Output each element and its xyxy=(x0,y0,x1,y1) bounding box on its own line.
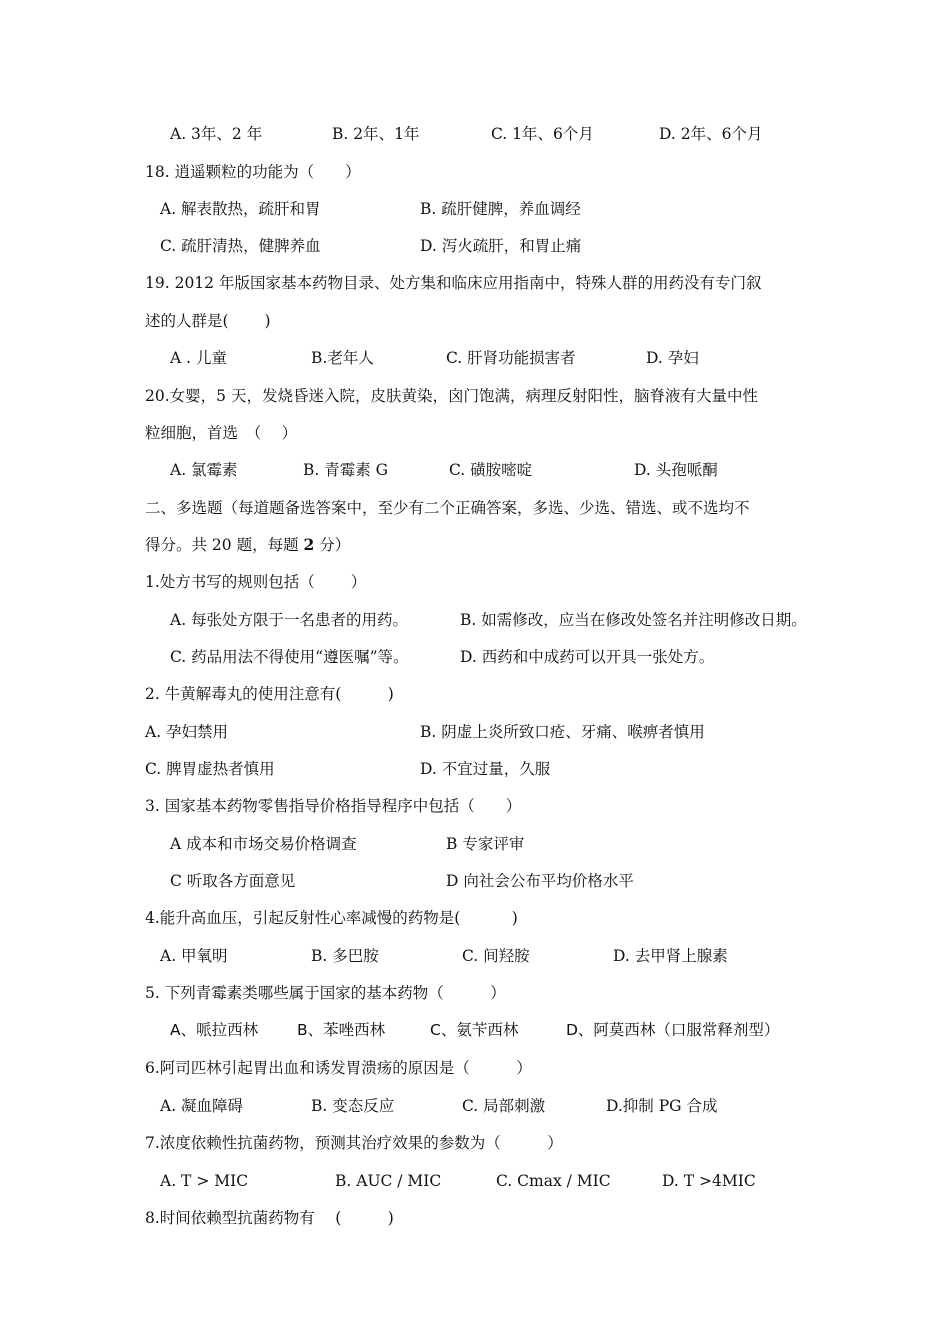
q20-option-c: C. 磺胺嘧啶 xyxy=(449,461,533,479)
m7-stem: 7.浓度依赖性抗菌药物，预测其治疗效果的参数为（ ） xyxy=(145,1134,563,1152)
m2-option-d: D. 不宜过量，久服 xyxy=(420,760,551,778)
m5-option-d: D、阿莫西林（口服常释剂型） xyxy=(566,1021,780,1039)
m5-option-b: B、苯唑西林 xyxy=(297,1021,386,1039)
q18-option-a: A. 解表散热，疏肝和胃 xyxy=(160,200,321,218)
m3-option-a: A 成本和市场交易价格调查 xyxy=(170,835,357,853)
q19-option-a: A . 儿童 xyxy=(170,349,227,367)
q20-option-d: D. 头孢哌酮 xyxy=(634,461,718,479)
m8-stem: 8.时间依赖型抗菌药物有 ( ) xyxy=(145,1209,394,1227)
q19-option-d: D. 孕妇 xyxy=(646,349,699,367)
m3-option-c: C 听取各方面意见 xyxy=(170,872,296,890)
m1-option-b: B. 如需修改，应当在修改处签名并注明修改日期。 xyxy=(460,611,807,629)
q20-option-a: A. 氯霉素 xyxy=(170,461,238,479)
m2-option-c: C. 脾胃虚热者慎用 xyxy=(145,760,275,778)
m4-option-c: C. 间羟胺 xyxy=(462,947,530,965)
q18-option-b: B. 疏肝健脾，养血调经 xyxy=(420,200,581,218)
m6-option-d: D.抑制 PG 合成 xyxy=(606,1097,718,1115)
m6-option-a: A. 凝血障碍 xyxy=(160,1097,244,1115)
m4-option-a: A. 甲氧明 xyxy=(160,947,228,965)
m7-option-d: D. T >4MIC xyxy=(662,1172,756,1190)
m1-option-a: A. 每张处方限于一名患者的用药。 xyxy=(170,611,409,629)
m3-option-d: D 向社会公布平均价格水平 xyxy=(446,872,634,890)
q20-stem-line1: 20.女婴，5 天，发烧昏迷入院，皮肤黄染，囟门饱满，病理反射阳性，脑脊液有大量中性 xyxy=(145,387,758,405)
q19-option-c: C. 肝肾功能损害者 xyxy=(446,349,576,367)
m5-option-c: C、氨苄西林 xyxy=(430,1021,519,1039)
q18-option-c: C. 疏肝清热，健脾养血 xyxy=(160,237,321,255)
q20-option-b: B. 青霉素 G xyxy=(303,461,389,479)
q17-option-c: C. 1年、6个月 xyxy=(491,125,594,143)
q18-stem: 18. 逍遥颗粒的功能为（ ） xyxy=(145,163,361,181)
q19-stem-line1: 19. 2012 年版国家基本药物目录、处方集和临床应用指南中，特殊人群的用药没有专门叙 xyxy=(145,274,762,292)
m6-stem: 6.阿司匹林引起胃出血和诱发胃溃疡的原因是（ ） xyxy=(145,1059,532,1077)
q17-option-a: A. 3年、2 年 xyxy=(170,125,263,143)
q17-option-d: D. 2年、6个月 xyxy=(659,125,763,143)
m5-stem: 5. 下列青霉素类哪些属于国家的基本药物（ ） xyxy=(145,984,506,1002)
m5-option-a: A、哌拉西林 xyxy=(170,1021,259,1039)
m3-stem: 3. 国家基本药物零售指导价格指导程序中包括（ ） xyxy=(145,797,522,815)
m4-option-b: B. 多巴胺 xyxy=(311,947,379,965)
m7-option-c: C. Cmax / MIC xyxy=(496,1172,611,1190)
m4-stem: 4.能升高血压，引起反射性心率减慢的药物是( ) xyxy=(145,909,518,927)
q18-option-d: D. 泻火疏肝，和胃止痛 xyxy=(420,237,582,255)
q19-option-b: B.老年人 xyxy=(311,349,374,367)
m1-option-d: D. 西药和中成药可以开具一张处方。 xyxy=(460,648,715,666)
section2-heading-line1: 二、多选题（每道题备选答案中，至少有二个正确答案，多选、少选、错选、或不选均不 xyxy=(145,499,750,517)
m7-option-a: A. T > MIC xyxy=(160,1172,249,1190)
section2-points-value: 2 xyxy=(303,535,315,554)
section2-heading-line2: 得分。共 20 题，每题 2 分） xyxy=(145,535,351,554)
m6-option-b: B. 变态反应 xyxy=(311,1097,395,1115)
m2-option-a: A. 孕妇禁用 xyxy=(145,723,229,741)
m4-option-d: D. 去甲肾上腺素 xyxy=(613,947,728,965)
m2-option-b: B. 阴虚上炎所致口疮、牙痛、喉痹者慎用 xyxy=(420,723,705,741)
m7-option-b: B. AUC / MIC xyxy=(335,1172,442,1190)
m2-stem: 2. 牛黄解毒丸的使用注意有( ) xyxy=(145,685,394,703)
q19-stem-line2: 述的人群是( ) xyxy=(145,312,271,330)
q17-option-b: B. 2年、1年 xyxy=(332,125,420,143)
m1-stem: 1.处方书写的规则包括（ ） xyxy=(145,573,367,591)
q20-stem-line2: 粒细胞，首选 （ ） xyxy=(145,424,298,442)
m3-option-b: B 专家评审 xyxy=(446,835,525,853)
m6-option-c: C. 局部刺激 xyxy=(462,1097,546,1115)
m1-option-c: C. 药品用法不得使用“遵医嘱”等。 xyxy=(170,648,409,666)
